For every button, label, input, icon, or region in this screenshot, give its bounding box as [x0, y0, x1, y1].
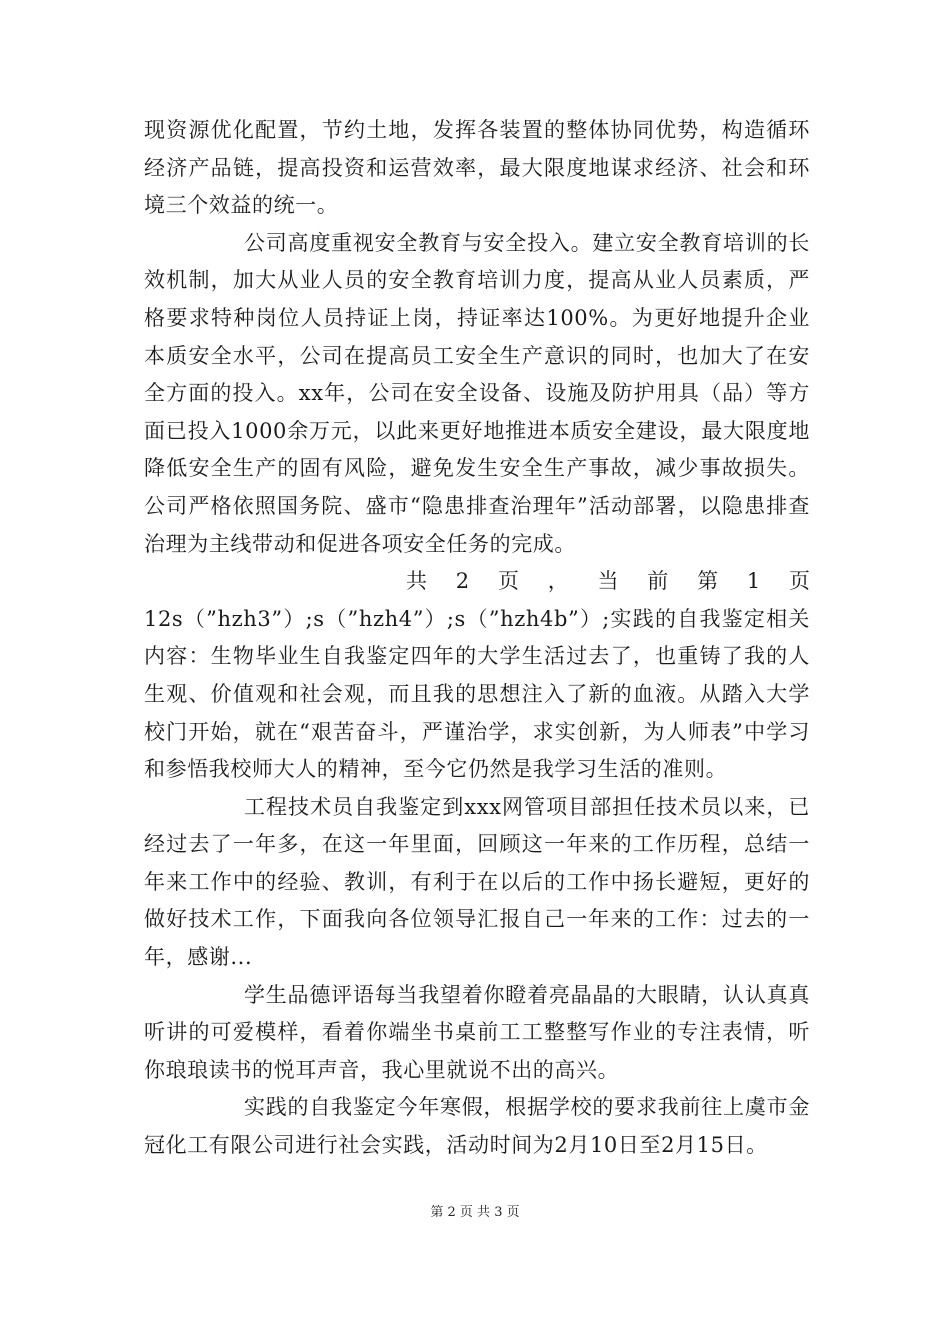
pager-token: 1 — [746, 569, 761, 594]
pager-token: 前 — [647, 569, 669, 594]
paragraph-1: 现资源优化配置，节约土地，发挥各装置的整体协同优势，构造循环经济产品链，提高投资和运营效率，最大限度地谋求经济、社会和环境三个效益的统一。 — [144, 118, 810, 218]
paragraph-2: 公司高度重视安全教育与安全投入。建立安全教育培训的长效机制，加大从业人员的安全教育培训力度，提高从业人员素质，严格要求特种岗位人员持证上岗，持证率达100%。为更好地提升企业本质安全水平，公司在提高员工安全生产意识的同时，也加大了在安全方面的投入。xx年，公司在安全设备、设施及防护用具（品）等方面已投入1000余万元，以此来更好地推进本质安全建设，最大限度地降低安全生产的固有风险，避免发生安全生产事故，减少事故损失。公司严格依照国务院、盛市“隐患排查治理年”活动部署，以隐患排查治理为主线带动和促进各项安全任务的完成。 — [144, 230, 810, 556]
pager-token: 页 — [497, 569, 519, 594]
paragraph-3: 12s（”hzh3”）;s（”hzh4”）;s（”hzh4b”）;实践的自我鉴定相关内容：生物毕业生自我鉴定四年的大学生活过去了，也重铸了我的人生观、价值观和社会观，而且我的思想注入了新的血液。从踏入大学校门开始，就在“艰苦奋斗，严谨治学，求实创新，为人师表”中学习和参悟我校师大人的精神，至今它仍然是我学习生活的准则。 — [144, 606, 810, 782]
inline-page-indicator — [144, 563, 810, 601]
pager-token: 2 — [455, 569, 470, 594]
pager-token: 当 — [597, 569, 619, 594]
pager-token: 页 — [789, 569, 810, 594]
paragraph-4: 工程技术员自我鉴定到xxx网管项目部担任技术员以来，已经过去了一年多，在这一年里面，回顾这一年来的工作历程，总结一年来工作中的经验、教训，有利于在以后的工作中扬长避短，更好的做好技术工作，下面我向各位领导汇报自己一年来的工作：过去的一年，感谢... — [144, 794, 810, 970]
pager-token: 共 — [406, 569, 427, 594]
page-footer: 第 2 页 共 3 页 — [430, 1205, 520, 1220]
document-body — [144, 112, 810, 1165]
pager-token: ， — [547, 569, 569, 594]
paragraph-6: 实践的自我鉴定今年寒假，根据学校的要求我前往上虞市金冠化工有限公司进行社会实践，活动时间为2月10日至2月15日。 — [144, 1095, 810, 1158]
paragraph-5: 学生品德评语每当我望着你瞪着亮晶晶的大眼睛，认认真真听讲的可爱模样，看着你端坐书桌前工工整整写作业的专注表情，听你琅琅读书的悦耳声音，我心里就说不出的高兴。 — [144, 982, 810, 1082]
pager-token: 第 — [697, 569, 719, 594]
